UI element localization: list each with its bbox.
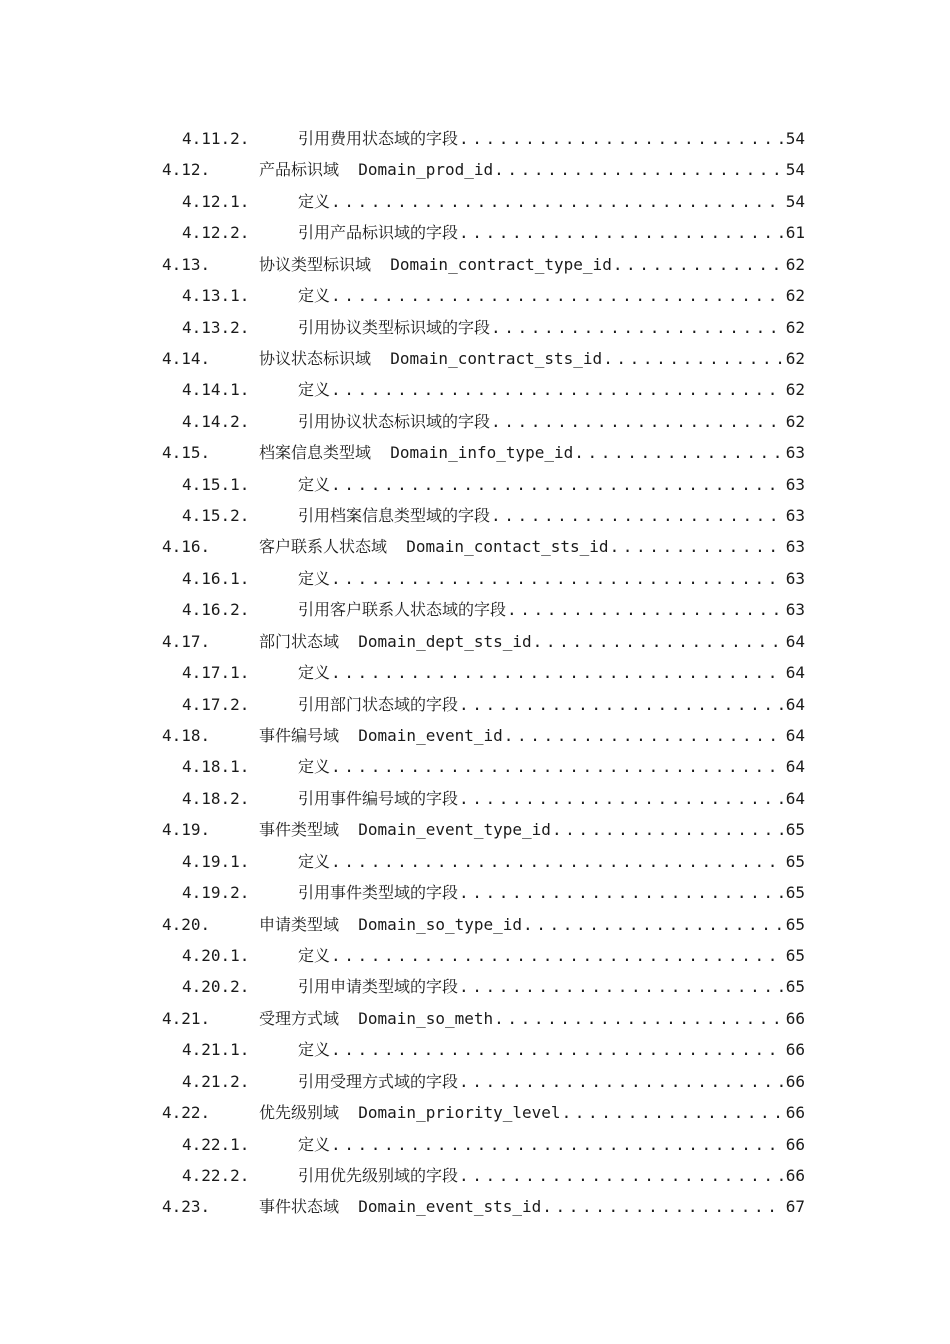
toc-subsection-entry[interactable] (0, 217, 950, 248)
toc-entry-title: 产品标识域 Domain_prod_id (259, 160, 494, 180)
toc-section-entry[interactable] (0, 909, 950, 940)
toc-subsection-entry[interactable] (0, 406, 950, 437)
toc-subsection-entry[interactable] (0, 940, 950, 971)
toc-entry-line (259, 909, 805, 940)
toc-dot-leader (459, 217, 784, 248)
toc-dot-leader (459, 1066, 784, 1097)
toc-entry-line (298, 594, 805, 625)
toc-section-entry[interactable] (0, 249, 950, 280)
toc-entry-title: 引用优先级别域的字段 (298, 1165, 459, 1185)
toc-dot-leader (504, 720, 784, 751)
toc-section-entry[interactable] (0, 343, 950, 374)
toc-entry-line (298, 217, 805, 248)
toc-page-number: 65 (785, 977, 805, 997)
toc-entry-number: 4.11.2. (182, 129, 250, 148)
toc-page-number: 65 (785, 883, 805, 903)
toc-entry-line (259, 531, 805, 562)
toc-entry-line (298, 783, 805, 814)
toc-entry-title: 引用事件编号域的字段 (298, 788, 459, 808)
toc-dot-leader (331, 940, 784, 971)
toc-dot-leader (533, 626, 784, 657)
toc-entry-line (259, 343, 805, 374)
toc-subsection-entry[interactable] (0, 500, 950, 531)
toc-page-number: 63 (785, 474, 805, 494)
toc-page-number: 62 (785, 411, 805, 431)
toc-page-number: 62 (785, 348, 805, 368)
toc-dot-leader (331, 751, 784, 782)
toc-entry-number: 4.20.1. (182, 945, 250, 965)
toc-entry-number: 4.15.1. (182, 474, 250, 494)
toc-entry-line (298, 1160, 805, 1191)
toc-page-number: 65 (785, 820, 805, 840)
toc-section-entry[interactable] (0, 154, 950, 185)
toc-entry-number: 4.14. (162, 348, 211, 368)
toc-entry-title: 部门状态域 Domain_dept_sts_id (259, 631, 532, 651)
toc-entry-line (298, 280, 805, 311)
toc-entry-number: 4.15.2. (182, 506, 250, 526)
toc-dot-leader (494, 154, 784, 185)
toc-entry-number: 4.20.2. (182, 977, 250, 997)
toc-page-number: 64 (785, 631, 805, 651)
toc-dot-leader (491, 406, 784, 437)
toc-entry-title: 定义 (298, 945, 331, 965)
toc-entry-line (259, 154, 805, 185)
toc-page-number: 64 (785, 694, 805, 714)
toc-dot-leader (507, 594, 784, 625)
toc-dot-leader (552, 814, 784, 845)
toc-dot-leader (459, 1160, 784, 1191)
toc-entry-title: 引用客户联系人状态域的字段 (298, 600, 507, 620)
toc-entry-number: 4.19.2. (182, 883, 250, 903)
toc-section-entry[interactable] (0, 720, 950, 751)
toc-entry-title: 定义 (298, 568, 331, 588)
toc-entry-number: 4.22.1. (182, 1134, 250, 1154)
toc-entry-line (298, 940, 805, 971)
toc-page-number: 54 (785, 160, 805, 180)
toc-entry-number: 4.12.2. (182, 223, 250, 243)
toc-entry-title: 定义 (298, 851, 331, 871)
toc-dot-leader (331, 846, 784, 877)
toc-page-number: 65 (785, 914, 805, 934)
toc-entry-title: 引用申请类型域的字段 (298, 977, 459, 997)
toc-page-number: 64 (785, 757, 805, 777)
toc-subsection-entry[interactable] (0, 1066, 950, 1097)
toc-entry-number: 4.14.1. (182, 380, 250, 400)
toc-entry-line (298, 751, 805, 782)
toc-entry-number: 4.13. (162, 254, 211, 274)
toc-entry-line (259, 437, 805, 468)
toc-dot-leader (574, 437, 783, 468)
toc-entry-number: 4.23. (162, 1197, 211, 1217)
toc-subsection-entry[interactable] (0, 469, 950, 500)
toc-subsection-entry[interactable] (0, 783, 950, 814)
toc-page-number: 63 (785, 443, 805, 463)
toc-subsection-entry[interactable] (0, 689, 950, 720)
toc-entry-title: 优先级别域 Domain_priority_level (259, 1103, 561, 1123)
toc-dot-leader (459, 971, 784, 1002)
toc-subsection-entry[interactable] (0, 563, 950, 594)
toc-entry-line (259, 626, 805, 657)
toc-entry-title: 定义 (298, 286, 331, 306)
toc-page-number: 62 (785, 317, 805, 337)
toc-subsection-entry[interactable] (0, 123, 950, 154)
toc-entry-title: 客户联系人状态域 Domain_contact_sts_id (259, 537, 609, 557)
toc-entry-title: 协议状态标识域 Domain_contract_sts_id (259, 348, 603, 368)
toc-section-entry[interactable] (0, 1191, 950, 1222)
toc-entry-line (259, 1191, 805, 1222)
toc-page-number: 64 (785, 663, 805, 683)
toc-entry-line (259, 1003, 805, 1034)
toc-entry-number: 4.16.1. (182, 568, 250, 588)
toc-entry-line (298, 312, 805, 343)
toc-page-number: 64 (785, 788, 805, 808)
toc-entry-line (298, 657, 805, 688)
toc-dot-leader (613, 249, 784, 280)
toc-entry-title: 引用协议类型标识域的字段 (298, 317, 491, 337)
toc-entry-line (298, 186, 805, 217)
toc-entry-title: 引用费用状态域的字段 (298, 129, 459, 148)
toc-dot-leader (331, 1129, 784, 1160)
toc-entry-line (298, 406, 805, 437)
toc-subsection-entry[interactable] (0, 374, 950, 405)
toc-entry-title: 事件类型域 Domain_event_type_id (259, 820, 551, 840)
toc-dot-leader (331, 563, 784, 594)
toc-entry-title: 定义 (298, 757, 331, 777)
toc-page-number: 54 (785, 129, 805, 148)
toc-dot-leader (459, 783, 784, 814)
toc-entry-line (298, 1034, 805, 1065)
toc-dot-leader (459, 123, 784, 154)
toc-dot-leader (331, 186, 784, 217)
toc-entry-line (298, 123, 805, 154)
toc-subsection-entry[interactable] (0, 971, 950, 1002)
toc-dot-leader (459, 689, 784, 720)
toc-page-number: 62 (785, 254, 805, 274)
toc-entry-title: 定义 (298, 663, 331, 683)
toc-subsection-entry[interactable] (0, 280, 950, 311)
toc-entry-line (298, 846, 805, 877)
toc-dot-leader (603, 343, 784, 374)
toc-page-number: 65 (785, 851, 805, 871)
toc-page-number: 66 (785, 1071, 805, 1091)
toc-subsection-entry[interactable] (0, 877, 950, 908)
toc-entry-title: 引用协议状态标识域的字段 (298, 411, 491, 431)
toc-entry-title: 协议类型标识域 Domain_contract_type_id (259, 254, 612, 274)
toc-entry-number: 4.16.2. (182, 600, 250, 620)
toc-entry-number: 4.22.2. (182, 1165, 250, 1185)
toc-entry-line (298, 1066, 805, 1097)
toc-subsection-entry[interactable] (0, 312, 950, 343)
toc-subsection-entry[interactable] (0, 186, 950, 217)
toc-dot-leader (562, 1097, 784, 1128)
toc-entry-number: 4.17.1. (182, 663, 250, 683)
toc-entry-number: 4.12.1. (182, 191, 250, 211)
toc-entry-title: 定义 (298, 380, 331, 400)
toc-dot-leader (331, 469, 784, 500)
toc-entry-title: 引用事件类型域的字段 (298, 883, 459, 903)
toc-page-number: 63 (785, 568, 805, 588)
toc-dot-leader (331, 374, 784, 405)
toc-entry-line (298, 1129, 805, 1160)
toc-section-entry[interactable] (0, 814, 950, 845)
toc-entry-number: 4.17. (162, 631, 211, 651)
toc-entry-number: 4.19. (162, 820, 211, 840)
toc-dot-leader (331, 1034, 784, 1065)
toc-entry-line (259, 1097, 805, 1128)
toc-section-entry[interactable] (0, 1097, 950, 1128)
toc-subsection-entry[interactable] (0, 751, 950, 782)
toc-entry-line (259, 814, 805, 845)
toc-subsection-entry[interactable] (0, 594, 950, 625)
toc-entry-title: 档案信息类型域 Domain_info_type_id (259, 443, 574, 463)
toc-entry-number: 4.19.1. (182, 851, 250, 871)
toc-dot-leader (491, 500, 784, 531)
toc-subsection-entry[interactable] (0, 1160, 950, 1191)
toc-page-number: 65 (785, 945, 805, 965)
toc-page-number: 66 (785, 1040, 805, 1060)
toc-subsection-entry[interactable] (0, 846, 950, 877)
toc-entry-number: 4.21.2. (182, 1071, 250, 1091)
toc-entry-number: 4.16. (162, 537, 211, 557)
toc-dot-leader (459, 877, 784, 908)
toc-entry-title: 受理方式域 Domain_so_meth (259, 1008, 494, 1028)
toc-entry-number: 4.13.2. (182, 317, 250, 337)
toc-entry-number: 4.17.2. (182, 694, 250, 714)
toc-entry-line (298, 689, 805, 720)
toc-entry-title: 定义 (298, 191, 331, 211)
toc-section-entry[interactable] (0, 531, 950, 562)
toc-entry-number: 4.12. (162, 160, 211, 180)
toc-entry-title: 引用受理方式域的字段 (298, 1071, 459, 1091)
toc-page-number: 63 (785, 600, 805, 620)
toc-dot-leader (542, 1191, 783, 1222)
toc-entry-title: 定义 (298, 474, 331, 494)
toc-dot-leader (491, 312, 784, 343)
toc-entry-line (298, 563, 805, 594)
toc-page-number: 63 (785, 537, 805, 557)
toc-entry-line (298, 971, 805, 1002)
toc-subsection-entry[interactable] (0, 1034, 950, 1065)
toc-entry-line (298, 374, 805, 405)
toc-entry-number: 4.14.2. (182, 411, 250, 431)
toc-entry-number: 4.18. (162, 726, 211, 746)
toc-page-number: 62 (785, 380, 805, 400)
toc-page-number: 66 (785, 1134, 805, 1154)
toc-page-number: 67 (785, 1197, 805, 1217)
toc-entry-line (298, 500, 805, 531)
toc-entry-title: 申请类型域 Domain_so_type_id (259, 914, 523, 934)
toc-entry-line (298, 877, 805, 908)
toc-page-number: 66 (785, 1008, 805, 1028)
toc-entry-title: 定义 (298, 1134, 331, 1154)
toc-entry-number: 4.15. (162, 443, 211, 463)
toc-entry-title: 事件编号域 Domain_event_id (259, 726, 503, 746)
toc-entry-number: 4.13.1. (182, 286, 250, 306)
toc-entry-title: 引用档案信息类型域的字段 (298, 506, 491, 526)
toc-entry-title: 引用部门状态域的字段 (298, 694, 459, 714)
toc-subsection-entry[interactable] (0, 1129, 950, 1160)
toc-page-number: 64 (785, 726, 805, 746)
toc-page-number: 54 (785, 191, 805, 211)
toc-dot-leader (610, 531, 784, 562)
toc-dot-leader (523, 909, 784, 940)
toc-section-entry[interactable] (0, 1003, 950, 1034)
toc-page-number: 66 (785, 1165, 805, 1185)
toc-entry-line (298, 469, 805, 500)
toc-section-entry[interactable] (0, 626, 950, 657)
toc-entry-number: 4.22. (162, 1103, 211, 1123)
toc-dot-leader (331, 280, 784, 311)
toc-entry-line (259, 720, 805, 751)
toc-entry-number: 4.18.1. (182, 757, 250, 777)
toc-section-entry[interactable] (0, 437, 950, 468)
toc-entry-number: 4.21.1. (182, 1040, 250, 1060)
toc-page-number: 63 (785, 506, 805, 526)
toc-entry-title: 引用产品标识域的字段 (298, 223, 459, 243)
toc-entry-number: 4.20. (162, 914, 211, 934)
toc-page-number: 61 (785, 223, 805, 243)
toc-entry-line (259, 249, 805, 280)
toc-entry-number: 4.18.2. (182, 788, 250, 808)
toc-page-number: 66 (785, 1103, 805, 1123)
toc-dot-leader (494, 1003, 784, 1034)
toc-entry-title: 事件状态域 Domain_event_sts_id (259, 1197, 542, 1217)
toc-dot-leader (331, 657, 784, 688)
table-of-contents (0, 123, 950, 1223)
toc-subsection-entry[interactable] (0, 657, 950, 688)
toc-entry-title: 定义 (298, 1040, 331, 1060)
toc-page-number: 62 (785, 286, 805, 306)
toc-entry-number: 4.21. (162, 1008, 211, 1028)
